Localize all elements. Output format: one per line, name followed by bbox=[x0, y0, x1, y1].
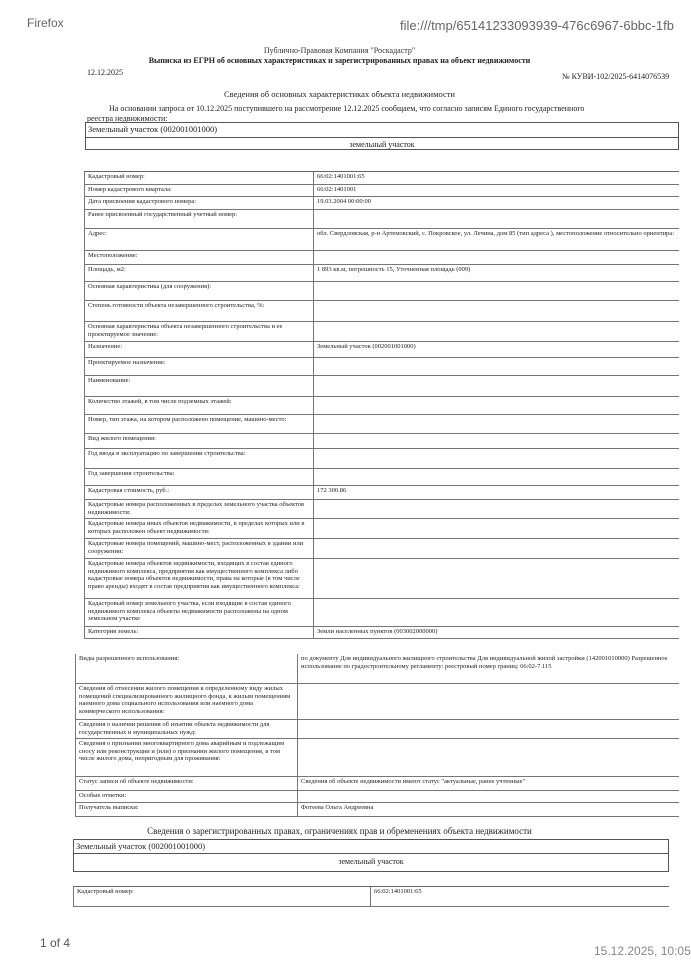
row-label: Виды разрешенного использования: bbox=[76, 654, 298, 683]
row-value bbox=[314, 469, 679, 485]
document-number: № КУВИ-102/2025-6414076539 bbox=[562, 72, 670, 81]
table-row bbox=[75, 791, 679, 803]
row-value bbox=[314, 434, 679, 448]
row-label: Номер, тип этажа, на котором расположено помещение, машино-место: bbox=[85, 415, 314, 433]
row-value: обл. Свердловская, р-н Артемовский, с. Покровское, ул. Лечина, дом 85 (тип адреса ), местоположение относительно ориентира: bbox=[317, 230, 674, 237]
table-row bbox=[84, 229, 679, 251]
row-label: Кадастровые номера расположенных в пределах земельного участка объектов недвижимости: bbox=[85, 500, 314, 518]
table-row bbox=[84, 559, 679, 599]
page-number: 1 of 4 bbox=[40, 936, 71, 950]
row-value: 1 893 кв.м, погрешность 15, Уточненная площадь (009) bbox=[317, 266, 471, 273]
intro-text-2: реестра недвижимости: bbox=[87, 114, 168, 123]
row-label: Ранее присвоенный государственный учетный номер: bbox=[85, 210, 314, 228]
row-value bbox=[314, 397, 679, 414]
row-value bbox=[314, 282, 679, 300]
intro-text: На основании запроса от 10.12.2025 поступившего на рассмотрение 12.12.2025 сообщаем, что согласно записям Единого государственного bbox=[109, 104, 585, 113]
row-label: Количество этажей, в том числе подземных этажей: bbox=[85, 397, 314, 414]
table-row bbox=[84, 519, 679, 539]
row-value: по документу Для индивидуального жилищного строительства Для индивидуальной жилой застройки (142001010000) Разрешенное использование по градостроительному регламенту: реестровый номер границ: 66:02-7.115 bbox=[301, 655, 668, 670]
table-row bbox=[84, 265, 679, 282]
row-label: Особые отметки: bbox=[76, 791, 298, 802]
row-value bbox=[314, 449, 679, 468]
object-header-divider bbox=[85, 137, 679, 138]
table-row bbox=[75, 777, 679, 791]
table-row bbox=[84, 539, 679, 559]
row-label: Сведения о наличии решения об изъятии объекта недвижимости для государственных и муниципальных нужд: bbox=[76, 720, 298, 738]
row-value: 19.03.2004 00:00:00 bbox=[317, 198, 371, 205]
table-row bbox=[84, 500, 679, 519]
object2-kind: земельный участок bbox=[338, 857, 404, 866]
row-value bbox=[298, 684, 679, 719]
table-row bbox=[84, 282, 679, 301]
row-label: Кадастровые номера помещений, машино-мест, расположенных в здании или сооружении: bbox=[85, 539, 314, 558]
row-label: Степень готовности объекта незавершенного строительства, %: bbox=[85, 301, 314, 321]
row-label: Получатель выписки: bbox=[76, 803, 298, 816]
row-label: Адрес: bbox=[85, 229, 314, 250]
row-label: Основная характеристика объекта незавершенного строительства и ее проектируемое значение: bbox=[85, 322, 314, 341]
section-title-characteristics: Сведения об основных характеристиках объекта недвижимости bbox=[224, 89, 455, 99]
table-row bbox=[75, 739, 679, 777]
row-value: 66:02:1401001 bbox=[317, 186, 357, 193]
print-datetime: 15.12.2025, 10:05 bbox=[594, 944, 691, 958]
table-row bbox=[84, 415, 679, 434]
table-row bbox=[84, 434, 679, 449]
table-row bbox=[75, 720, 679, 739]
row-value: Сведения об объекте недвижимости имеют статус "актуальные, ранее учтенные" bbox=[301, 778, 526, 785]
table-row bbox=[75, 654, 679, 684]
table-row bbox=[84, 627, 679, 639]
table-row bbox=[75, 684, 679, 720]
row-value bbox=[314, 559, 679, 598]
row-label: Кадастровый номер земельного участка, если входящие в состав единого недвижимого комплекса объекты недвижимости расположены на одном земельном участке bbox=[85, 599, 314, 626]
row-value bbox=[314, 358, 679, 375]
table-row bbox=[84, 172, 679, 185]
row-label: Вид жилого помещения: bbox=[85, 434, 314, 448]
row-value: 66:02:1401001:65 bbox=[374, 888, 422, 895]
page-url: file:///tmp/65141233093939-476c6967-6bbc-1fb bbox=[400, 18, 674, 33]
table-row bbox=[84, 251, 679, 265]
characteristics-table-2 bbox=[75, 654, 679, 817]
row-label: Статус записи об объекте недвижимости: bbox=[76, 777, 298, 790]
row-label: Год ввода в эксплуатацию по завершении строительства: bbox=[85, 449, 314, 468]
row-value: 172 300.86 bbox=[317, 487, 347, 494]
table-row bbox=[84, 197, 679, 210]
table-row bbox=[84, 376, 679, 397]
row-label: Категория земель: bbox=[85, 627, 314, 638]
row-value bbox=[314, 539, 679, 558]
row-value bbox=[298, 739, 679, 776]
table-row bbox=[84, 599, 679, 627]
row-label: Проектируемое назначение: bbox=[85, 358, 314, 375]
object-kind: земельный участок bbox=[349, 140, 415, 149]
row-value: Фотеева Ольга Андреевна bbox=[301, 804, 374, 811]
row-value bbox=[314, 301, 679, 321]
row-value bbox=[314, 322, 679, 341]
row-label: Кадастровые номера иных объектов недвижимости, в пределах которых или в которых расположен объект недвижимости: bbox=[85, 519, 314, 538]
object-name: Земельный участок (002001001000) bbox=[88, 124, 218, 134]
table-row bbox=[84, 397, 679, 415]
row-value bbox=[314, 500, 679, 518]
row-label: Кадастровая стоимость, руб.: bbox=[85, 486, 314, 499]
row-label: Местоположение: bbox=[85, 251, 314, 264]
row-value: Земли населенных пунктов (003002000000) bbox=[317, 628, 438, 635]
row-label: Наименование: bbox=[85, 376, 314, 396]
company-name: Публично-Правовая Компания "Роскадастр" bbox=[263, 46, 416, 55]
row-value bbox=[314, 519, 679, 538]
row-value bbox=[314, 599, 679, 626]
row-label: Сведения о признании многоквартирного дома аварийным и подлежащим сносу или реконструкции и (или) о признании жилого помещения, в том числе жилого дома, непригодным для проживания: bbox=[76, 739, 298, 776]
row-value: 66:02:1401001:65 bbox=[317, 173, 365, 180]
document-date: 12.12.2025 bbox=[87, 68, 123, 77]
table-row bbox=[73, 887, 669, 907]
table-row bbox=[75, 803, 679, 817]
row-value: Земельный участок (002001001000) bbox=[317, 343, 416, 350]
table-row bbox=[84, 358, 679, 376]
row-label: Кадастровый номер: bbox=[85, 172, 314, 184]
row-value bbox=[298, 791, 679, 802]
table-row bbox=[84, 185, 679, 197]
row-label: Год завершения строительства: bbox=[85, 469, 314, 485]
row-label: Номер кадастрового квартала: bbox=[85, 185, 314, 196]
object2-name: Земельный участок (002001001000) bbox=[76, 841, 206, 851]
section-title-rights: Сведения о зарегистрированных правах, ограничениях прав и обременениях объекта недвижимости bbox=[147, 826, 532, 836]
row-value bbox=[314, 251, 679, 264]
characteristics-table bbox=[84, 171, 679, 639]
row-label: Назначение: bbox=[85, 342, 314, 357]
table-row bbox=[84, 322, 679, 342]
table-row bbox=[84, 210, 679, 229]
row-value bbox=[298, 720, 679, 738]
rights-table bbox=[73, 886, 669, 907]
table-row bbox=[84, 469, 679, 486]
table-row bbox=[84, 486, 679, 500]
row-label: Сведения об отнесении жилого помещения к определенному виду жилых помещений специализированного жилищного фонда, к жилым помещениям наемного дома социального использования или наемного дома коммерческого использования: bbox=[76, 684, 298, 719]
document-title: Выписка из ЕГРН об основных характеристиках и зарегистрированных правах на объект недвижимости bbox=[148, 56, 531, 65]
table-row bbox=[84, 301, 679, 322]
row-label: Дата присвоения кадастрового номера: bbox=[85, 197, 314, 209]
row-label: Основная характеристика (для сооружения): bbox=[85, 282, 314, 300]
browser-name: Firefox bbox=[27, 16, 64, 30]
row-value bbox=[314, 415, 679, 433]
row-value bbox=[314, 376, 679, 396]
table-row bbox=[84, 449, 679, 469]
row-label: Кадастровые номера объектов недвижимости, входящих в состав единого недвижимого комплекса, предприятия как имущественного комплекса либо кадастровые номера объектов недвижимости, права на которые (в том числе право аренды) входят в состав предприятия как имущественного комплекса: bbox=[85, 559, 314, 598]
object2-header-divider bbox=[73, 853, 669, 854]
row-label: Кадастровый номер: bbox=[74, 887, 371, 906]
row-label: Площадь, м2: bbox=[85, 265, 314, 281]
row-value bbox=[314, 210, 679, 228]
table-row bbox=[84, 342, 679, 358]
